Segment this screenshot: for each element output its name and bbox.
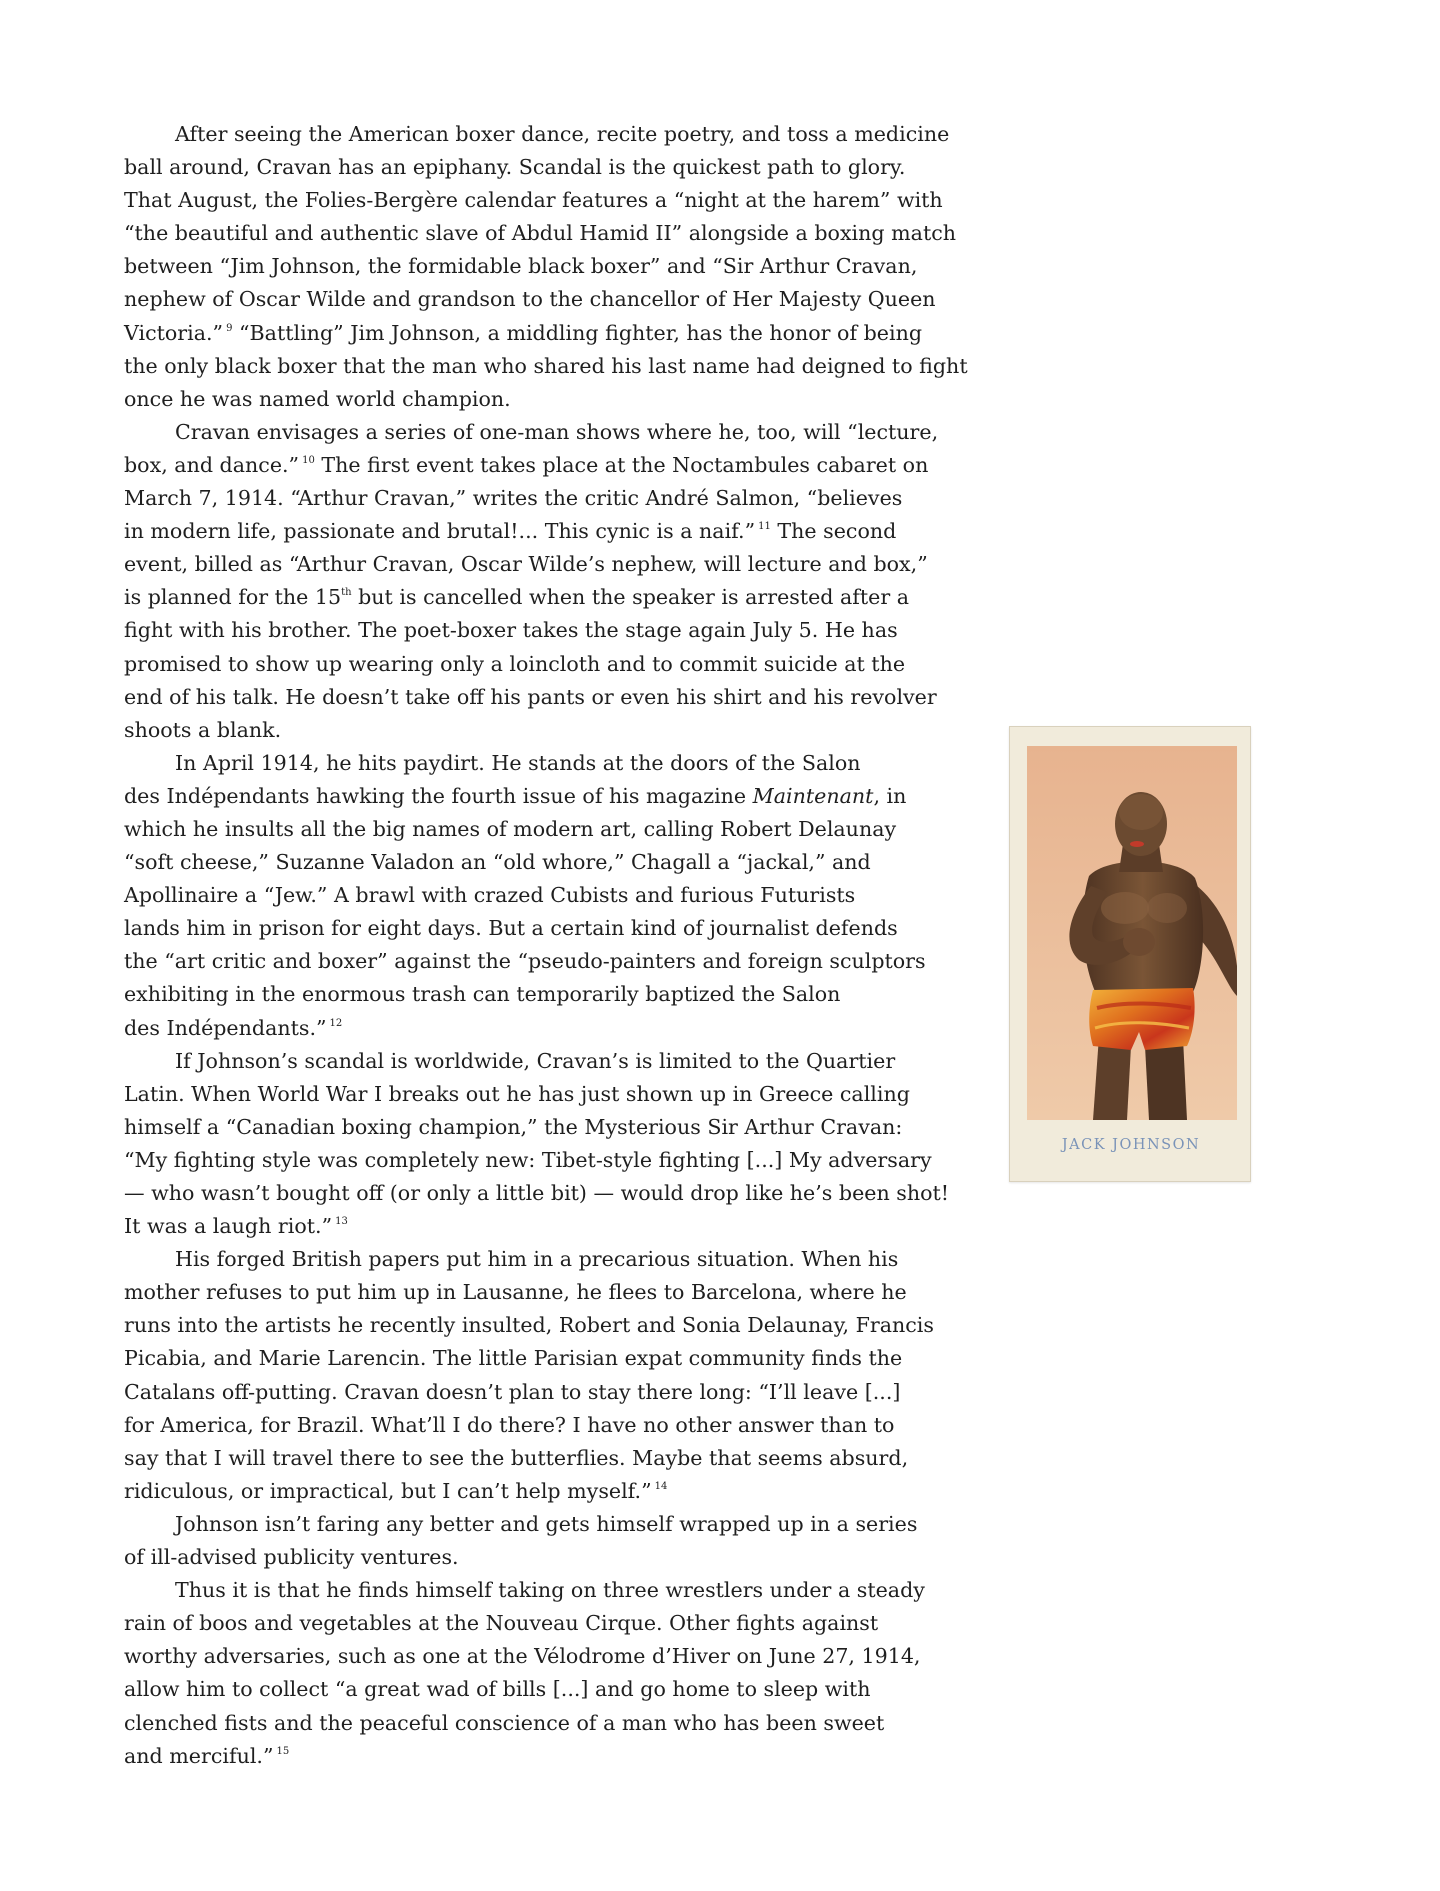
footnote-marker: 11 xyxy=(758,521,771,533)
text-line xyxy=(124,879,924,912)
text-line xyxy=(124,1309,934,1342)
text-line xyxy=(124,714,924,747)
text-run: worthy adversaries, such as one at the Vélodrome d’Hiver on June 27, 1914, xyxy=(124,1644,921,1669)
text-line xyxy=(124,1707,924,1740)
text-line xyxy=(124,1475,924,1508)
article-body xyxy=(124,118,968,1773)
text-line xyxy=(124,912,924,945)
text-run: His forged British papers put him in a precarious situation. When his xyxy=(175,1247,899,1272)
text-run: Latin. When World War I breaks out he has just shown up in Greece calling xyxy=(124,1081,910,1106)
text-run: ball around, Cravan has an epiphany. Scandal is the quickest path to glory. xyxy=(124,155,906,180)
text-run: The first event takes place at the Noctambules cabaret on xyxy=(314,452,929,477)
paragraph xyxy=(124,1243,934,1508)
text-run: once he was named world champion. xyxy=(124,386,511,411)
text-line xyxy=(124,350,968,383)
text-line xyxy=(124,581,924,614)
text-line xyxy=(124,383,924,416)
text-line xyxy=(124,283,936,316)
footnote-marker: 14 xyxy=(654,1480,668,1492)
text-line xyxy=(124,1442,924,1475)
footnote-marker: 10 xyxy=(302,454,315,466)
boxer-portrait-image xyxy=(1027,746,1237,1120)
text-line xyxy=(124,1409,924,1442)
text-run: Catalans off-putting. Cravan doesn’t plan to stay there long: “I’ll leave [...] xyxy=(124,1379,901,1404)
text-run: Victoria.” xyxy=(124,320,224,345)
text-run: ridiculous, or impractical, but I can’t help myself.” xyxy=(124,1478,652,1503)
text-line xyxy=(124,846,924,879)
text-line xyxy=(124,1607,924,1640)
card-caption: JACK JOHNSON xyxy=(1061,1137,1201,1153)
ordinal-suffix: th xyxy=(341,587,352,599)
text-run: — who wasn’t bought off (or only a little bit) — would drop like he’s been shot! xyxy=(124,1181,950,1205)
text-run: himself a “Canadian boxing champion,” the Mysterious Sir Arthur Cravan: xyxy=(124,1114,903,1139)
text-run: “soft cheese,” Suzanne Valadon an “old whore,” Chagall a “jackal,” and xyxy=(124,850,871,875)
text-run: nephew of Oscar Wilde and grandson to the chancellor of Her Majesty Queen xyxy=(124,287,936,312)
text-run: box, and dance.” xyxy=(124,452,300,477)
text-run: The second xyxy=(770,519,897,544)
text-run: “My fighting style was completely new: Tibet-style fighting [...] My adversary xyxy=(124,1147,932,1172)
text-run: and merciful.” xyxy=(124,1743,274,1768)
paragraph xyxy=(124,1045,950,1244)
text-run: is planned for the 15 xyxy=(124,585,342,610)
text-run: Thus it is that he finds himself taking on three wrestlers under a steady xyxy=(175,1578,925,1603)
text-run: exhibiting in the enormous trash can temporarily baptized the Salon xyxy=(124,982,841,1007)
text-line xyxy=(124,780,924,813)
text-run: promised to show up wearing only a loincloth and to commit suicide at the xyxy=(124,651,906,676)
text-run: clenched fists and the peaceful conscience of a man who has been sweet xyxy=(124,1710,885,1735)
text-line xyxy=(124,515,924,548)
text-line xyxy=(124,217,957,250)
text-line xyxy=(124,1342,924,1375)
footnote-marker: 12 xyxy=(329,1017,343,1029)
text-line xyxy=(124,482,924,515)
text-line xyxy=(124,1673,924,1706)
text-run: “Battling” Jim Johnson, a middling fighter, has the honor of being xyxy=(232,320,923,345)
text-line xyxy=(124,1111,924,1144)
text-line xyxy=(124,184,943,217)
text-line xyxy=(124,1640,924,1673)
text-line xyxy=(124,1177,950,1210)
paragraph xyxy=(124,416,939,747)
text-line xyxy=(124,151,924,184)
text-run: lands him in prison for eight days. But a certain kind of journalist defends xyxy=(124,916,898,941)
text-run: runs into the artists he recently insulted, Robert and Sonia Delaunay, Francis xyxy=(124,1313,934,1338)
text-run: Picabia, and Marie Larencin. The little Parisian expat community finds the xyxy=(124,1346,903,1371)
text-run: event, billed as “Arthur Cravan, Oscar Wilde’s nephew, will lecture and box,” xyxy=(124,552,928,577)
text-line xyxy=(124,449,929,482)
text-run: but is cancelled when the speaker is arrested after a xyxy=(351,585,910,610)
text-line xyxy=(124,945,924,978)
text-run: for America, for Brazil. What’ll I do there? I have no other answer than to xyxy=(124,1412,895,1437)
text-line xyxy=(124,250,924,283)
text-line xyxy=(124,1144,932,1177)
text-run: After seeing the American boxer dance, recite poetry, and toss a medicine xyxy=(175,122,950,146)
text-line xyxy=(124,118,950,151)
text-run: which he insults all the big names of modern art, calling Robert Delaunay xyxy=(124,816,897,841)
text-run: It was a laugh riot.” xyxy=(124,1214,333,1239)
text-run: “the beautiful and authentic slave of Abdul Hamid II” alongside a boxing match xyxy=(124,221,957,246)
text-line xyxy=(124,681,937,714)
text-line xyxy=(124,813,924,846)
text-run: des Indépendants hawking the fourth issue of his magazine xyxy=(124,783,753,808)
text-line xyxy=(124,1012,924,1045)
text-line xyxy=(124,1078,924,1111)
text-run: If Johnson’s scandal is worldwide, Cravan’s is limited to the Quartier xyxy=(175,1048,896,1073)
magazine-title: Maintenant xyxy=(752,783,874,808)
trading-card xyxy=(1009,726,1251,1182)
text-run: mother refuses to put him up in Lausanne, he flees to Barcelona, where he xyxy=(124,1280,907,1305)
text-run: rain of boos and vegetables at the Nouveau Cirque. Other fights against xyxy=(124,1611,879,1636)
text-run: fight with his brother. The poet-boxer takes the stage again July 5. He has xyxy=(124,618,898,643)
text-run: des Indépendants.” xyxy=(124,1015,327,1040)
text-line xyxy=(124,1243,924,1276)
footnote-marker: 9 xyxy=(226,322,233,334)
text-run: in modern life, passionate and brutal!... This cynic is a naif.” xyxy=(124,519,756,544)
text-run: end of his talk. He doesn’t take off his pants or even his shirt and his revolver xyxy=(124,684,937,709)
paragraph xyxy=(124,1574,924,1773)
text-line xyxy=(124,1376,924,1409)
text-run: Apollinaire a “Jew.” A brawl with crazed Cubists and furious Futurists xyxy=(124,883,856,908)
text-line xyxy=(124,648,924,681)
text-run: That August, the Folies-Bergère calendar features a “night at the harem” with xyxy=(124,188,943,213)
text-line xyxy=(124,317,924,350)
paragraph xyxy=(124,118,968,416)
text-run: the “art critic and boxer” against the “pseudo-painters and foreign sculptors xyxy=(124,949,926,974)
paragraph xyxy=(124,747,924,1045)
text-line xyxy=(124,1508,924,1541)
text-run: the only black boxer that the man who shared his last name had deigned to fight xyxy=(124,353,968,378)
text-line xyxy=(124,416,939,449)
text-run: of ill-advised publicity ventures. xyxy=(124,1545,459,1570)
text-run: allow him to collect “a great wad of bills [...] and go home to sleep with xyxy=(124,1677,871,1702)
text-run: Cravan envisages a series of one-man shows where he, too, will “lecture, xyxy=(175,419,939,444)
footnote-marker: 13 xyxy=(335,1216,348,1228)
text-line xyxy=(124,1740,924,1773)
text-line xyxy=(124,548,928,581)
text-line xyxy=(124,1210,924,1243)
text-run: Johnson isn’t faring any better and gets himself wrapped up in a series xyxy=(175,1511,918,1536)
text-line xyxy=(124,1045,924,1078)
text-run: between “Jim Johnson, the formidable black boxer” and “Sir Arthur Cravan, xyxy=(124,254,918,279)
text-line xyxy=(124,747,924,780)
text-line xyxy=(124,614,924,647)
text-run: March 7, 1914. “Arthur Cravan,” writes the critic André Salmon, “believes xyxy=(124,486,903,511)
text-line xyxy=(124,1541,924,1574)
footnote-marker: 15 xyxy=(276,1745,290,1757)
text-run: , in xyxy=(873,783,907,808)
text-line xyxy=(124,978,924,1011)
text-run: In April 1914, he hits paydirt. He stands at the doors of the Salon xyxy=(175,750,861,775)
text-line xyxy=(124,1276,924,1309)
paragraph xyxy=(124,1508,924,1574)
text-run: shoots a blank. xyxy=(124,717,282,742)
text-run: say that I will travel there to see the butterflies. Maybe that seems absurd, xyxy=(124,1445,909,1470)
text-line xyxy=(124,1574,924,1607)
